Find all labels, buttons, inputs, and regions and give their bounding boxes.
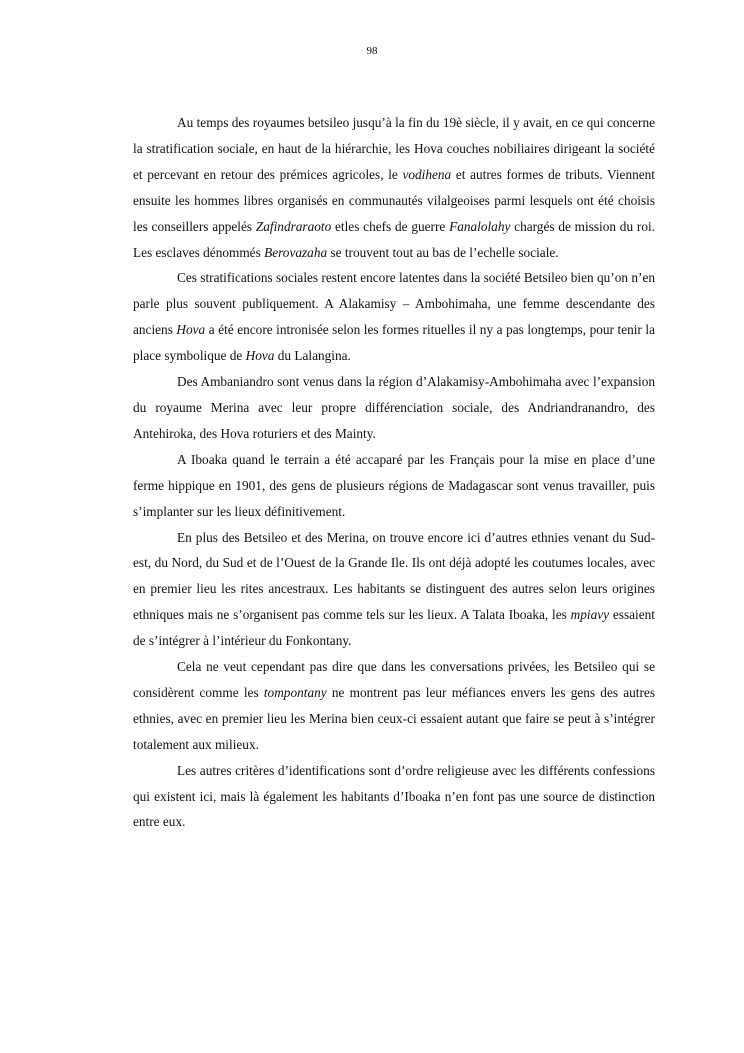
italic-term: mpiavy (570, 607, 610, 623)
text-run: Au temps des royaumes betsileo jusqu’à la fin du 19è siècle, il y avait, en ce qui concerne la stratification sociale, en haut de la hiérarchie, les Hova couches nobiliaires dirigeant la société et percevant en retour des prémices agricoles, le (133, 115, 655, 182)
italic-term: tompontany (263, 684, 327, 700)
paragraph (133, 265, 655, 369)
text-run: du Lalangina. (274, 348, 351, 364)
paragraph (133, 369, 655, 447)
text-run: essaient de s’intégrer à l’intérieur du Fonkontany. (133, 607, 655, 649)
italic-term: Hova (245, 348, 275, 364)
italic-term: vodihena (402, 166, 452, 182)
text-run: Les autres critères d’identifications sont d’ordre religieuse avec les différents confessions qui existent ici, mais là également les habitants d’Iboaka n’en font pas une source de distinction entre eux. (133, 762, 655, 830)
text-run: Ces stratifications sociales restent encore latentes dans la société Betsileo bien qu’on n’en parle plus souvent publiquement. A Alakamisy – Ambohimaha, une femme descendante des anciens (133, 270, 655, 338)
paragraph (133, 110, 655, 265)
italic-term: Berovazaha (264, 244, 328, 260)
text-run: Cela ne veut cependant pas dire que dans les conversations privées, les Betsileo qui se considèrent comme les (133, 659, 655, 700)
text-run: a été encore intronisée selon les formes rituelles il ny a pas longtemps, pour tenir la place symbolique de (133, 322, 655, 364)
italic-term: Zafindraraoto (255, 218, 332, 234)
paragraph (133, 447, 655, 525)
text-run: Des Ambaniandro sont venus dans la région d’Alakamisy-Ambohimaha avec l’expansion du royaume Merina avec leur propre différenciation sociale, des Andriandranandro, des Antehiroka, des Hova roturiers et des Mainty. (133, 374, 655, 441)
text-run: A Iboaka quand le terrain a été accaparé par les Français pour la mise en place d’une ferme hippique en 1901, des gens de plusieurs régions de Madagascar sont venus travailler, puis s’implanter sur les lieux définitivement. (133, 451, 655, 519)
page-number: 98 (366, 45, 378, 57)
text-run: se trouvent tout au bas de l’echelle sociale. (327, 244, 559, 260)
paragraph (133, 758, 655, 836)
text-run: etles chefs de guerre (331, 218, 450, 234)
body-text (133, 110, 655, 835)
text-run: En plus des Betsileo et des Merina, on trouve encore ici d’autres ethnies venant du Sud-est, du Nord, du Sud et de l’Ouest de la Grande Ile. Ils ont déjà adopté les coutumes locales, avec en premier lieu les rites ancestraux. Les habitants se distinguent des autres selon leurs origines ethniques mais ne s’organisent pas comme tels sur les lieux. A Talata Iboaka, les (133, 529, 655, 623)
paragraph (133, 525, 655, 655)
italic-term: Hova (176, 322, 206, 338)
text-run: chargés de mission du roi. Les esclaves dénommés (133, 218, 655, 260)
paragraph (133, 654, 655, 758)
text-run: ne montrent pas leur méfiances envers les gens des autres ethnies, avec en premier lieu les Merina bien ceux-ci essaient autant que faire se peut à s’intégrer totalement aux milieux. (133, 684, 655, 752)
italic-term: Fanalolahy (449, 218, 511, 234)
text-run: et autres formes de tributs. Viennent ensuite les hommes libres organisés en communautés vilalgeoises parmi lesquels ont été choisis les conseillers appelés (133, 166, 655, 234)
